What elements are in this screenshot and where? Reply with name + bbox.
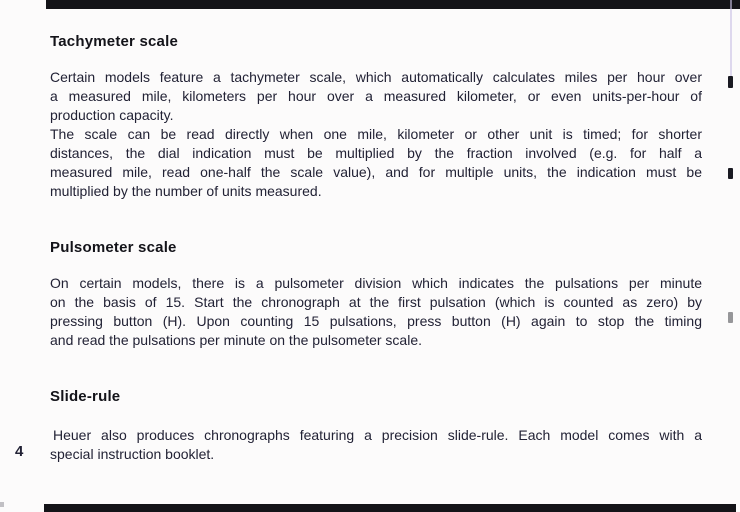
section-heading-tachymeter-scale: Tachymeter scale — [50, 33, 178, 50]
scan-artifact-speck — [0, 502, 4, 507]
section-heading-slide-rule: Slide-rule — [50, 388, 121, 405]
text-line: measured mile, read one-half the scale value), and for multiple units, the indication must be — [50, 164, 702, 180]
paragraph-slide-rule — [50, 426, 702, 464]
scan-artifact-tick — [728, 312, 733, 323]
paragraph-tachymeter — [50, 68, 702, 201]
scan-artifact-tick — [728, 76, 733, 88]
text-line: and read the pulsations per minute on the pulsometer scale. — [50, 332, 423, 348]
scan-artifact-bottom-bar — [44, 504, 736, 512]
text-line: multiplied by the number of units measured. — [50, 183, 322, 199]
scan-artifact-tick — [728, 168, 733, 179]
text-line: Heuer also produces chronographs featuring a precision slide-rule. Each model comes with a — [53, 427, 702, 443]
paragraph-pulsometer — [50, 274, 702, 350]
text-line: pressing button (H). Upon counting 15 pulsations, press button (H) again to stop the timing — [50, 313, 702, 329]
scan-artifact-top-bar — [46, 0, 740, 9]
section-heading-pulsometer-scale: Pulsometer scale — [50, 239, 177, 256]
text-line: on the basis of 15. Start the chronograph at the first pulsation (which is counted as zero) by — [50, 294, 702, 310]
page-number: 4 — [15, 443, 24, 460]
scan-artifact-edge-line — [730, 0, 732, 84]
text-line: special instruction booklet. — [50, 446, 215, 462]
text-line: distances, the dial indication must be multiplied by the fraction involved (e.g. for half a — [50, 145, 702, 161]
text-line: On certain models, there is a pulsometer division which indicates the pulsations per minute — [50, 275, 702, 291]
text-line: production capacity. — [50, 107, 174, 123]
text-line: The scale can be read directly when one mile, kilometer or other unit is timed; for shorter — [50, 126, 702, 142]
text-line: a measured mile, kilometers per hour over a measured kilometer, or even units-per-hour of — [50, 88, 702, 104]
text-line: Certain models feature a tachymeter scale, which automatically calculates miles per hour over — [50, 69, 702, 85]
